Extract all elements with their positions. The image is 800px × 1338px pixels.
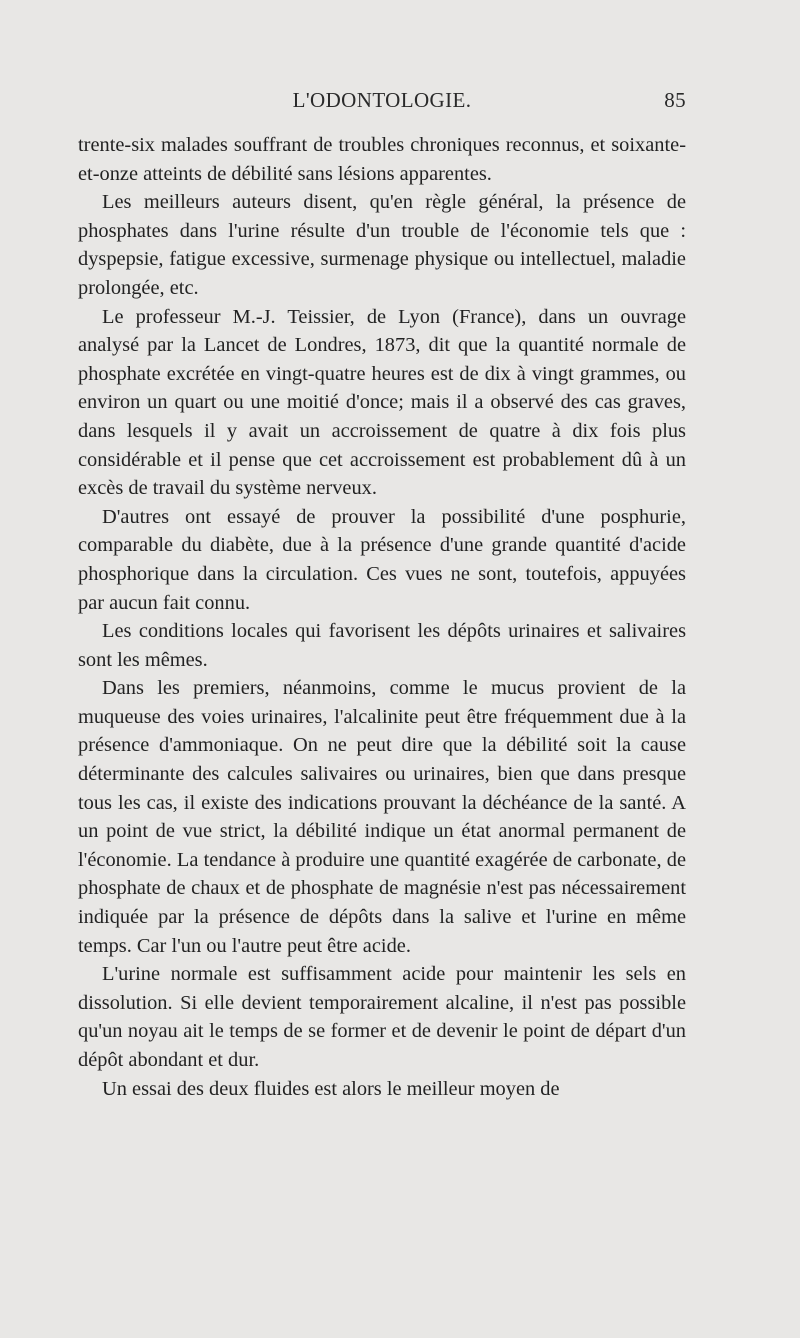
page-number: 85 [664,88,686,112]
running-title: L'ODONTOLOGIE. [292,88,472,112]
paragraph-8: Un essai des deux fluides est alors le meilleur moyen de [102,1077,560,1100]
paragraph-1: trente-six malades souffrant de troubles chroniques reconnus, et soixante-et-onze atteints de débilité sans lésions apparentes. [78,134,686,185]
body-text [78,131,686,1103]
paragraph-6: Dans les premiers, néanmoins, comme le mucus provient de la muqueuse des voies urinaires, l'alcalinite peut être fréquemment due à la présence d'ammoniaque. On ne peut dire que la débilité soit la cause déterminante des calcules salivaires ou urinaires, bien que dans presque tous les cas, il existe des indications prouvant la déchéance de la santé. A un point de vue strict, la débilité indique un état anormal permanent de l'économie. La tendance à produire une quantité exagérée de carbonate, de phosphate de chaux et de phosphate de magnésie n'est pas nécessairement indiquée par la présence de dépôts dans la salive et l'urine en même temps. Car l'un ou l'autre peut être acide. [78,677,686,957]
running-head [78,88,686,118]
paragraph-3: Le professeur M.-J. Teissier, de Lyon (France), dans un ouvrage analysé par la Lancet de Londres, 1873, dit que la quantité normale de phosphate excrétée en vingt-quatre heures est de dix à vingt grammes, ou environ un quart ou une moitié d'once; mais il a observé des cas graves, dans lesquels il y avait un accroissement de quatre à dix fois plus considérable et il pense que cet accroissement est probablement dû à un excès de travail du système nerveux. [78,305,686,500]
paragraph-2: Les meilleurs auteurs disent, qu'en règle général, la présence de phosphates dans l'urine résulte d'un trouble de l'économie tels que : dyspepsie, fatigue excessive, surmenage physique ou intellectuel, maladie prolongée, etc. [78,191,686,299]
paragraph-5: Les conditions locales qui favorisent les dépôts urinaires et salivaires sont les mêmes. [78,620,686,671]
paragraph-4: D'autres ont essayé de prouver la possibilité d'une posphurie, comparable du diabète, due à la présence d'une grande quantité d'acide phosphorique dans la circulation. Ces vues ne sont, toutefois, appuyées par aucun fait connu. [78,505,686,614]
paragraph-7: L'urine normale est suffisamment acide pour maintenir les sels en dissolution. Si elle devient temporairement alcaline, il n'est pas possible qu'un noyau ait le temps de se former et de devenir le point de départ d'un dépôt abondant et dur. [78,963,686,1071]
